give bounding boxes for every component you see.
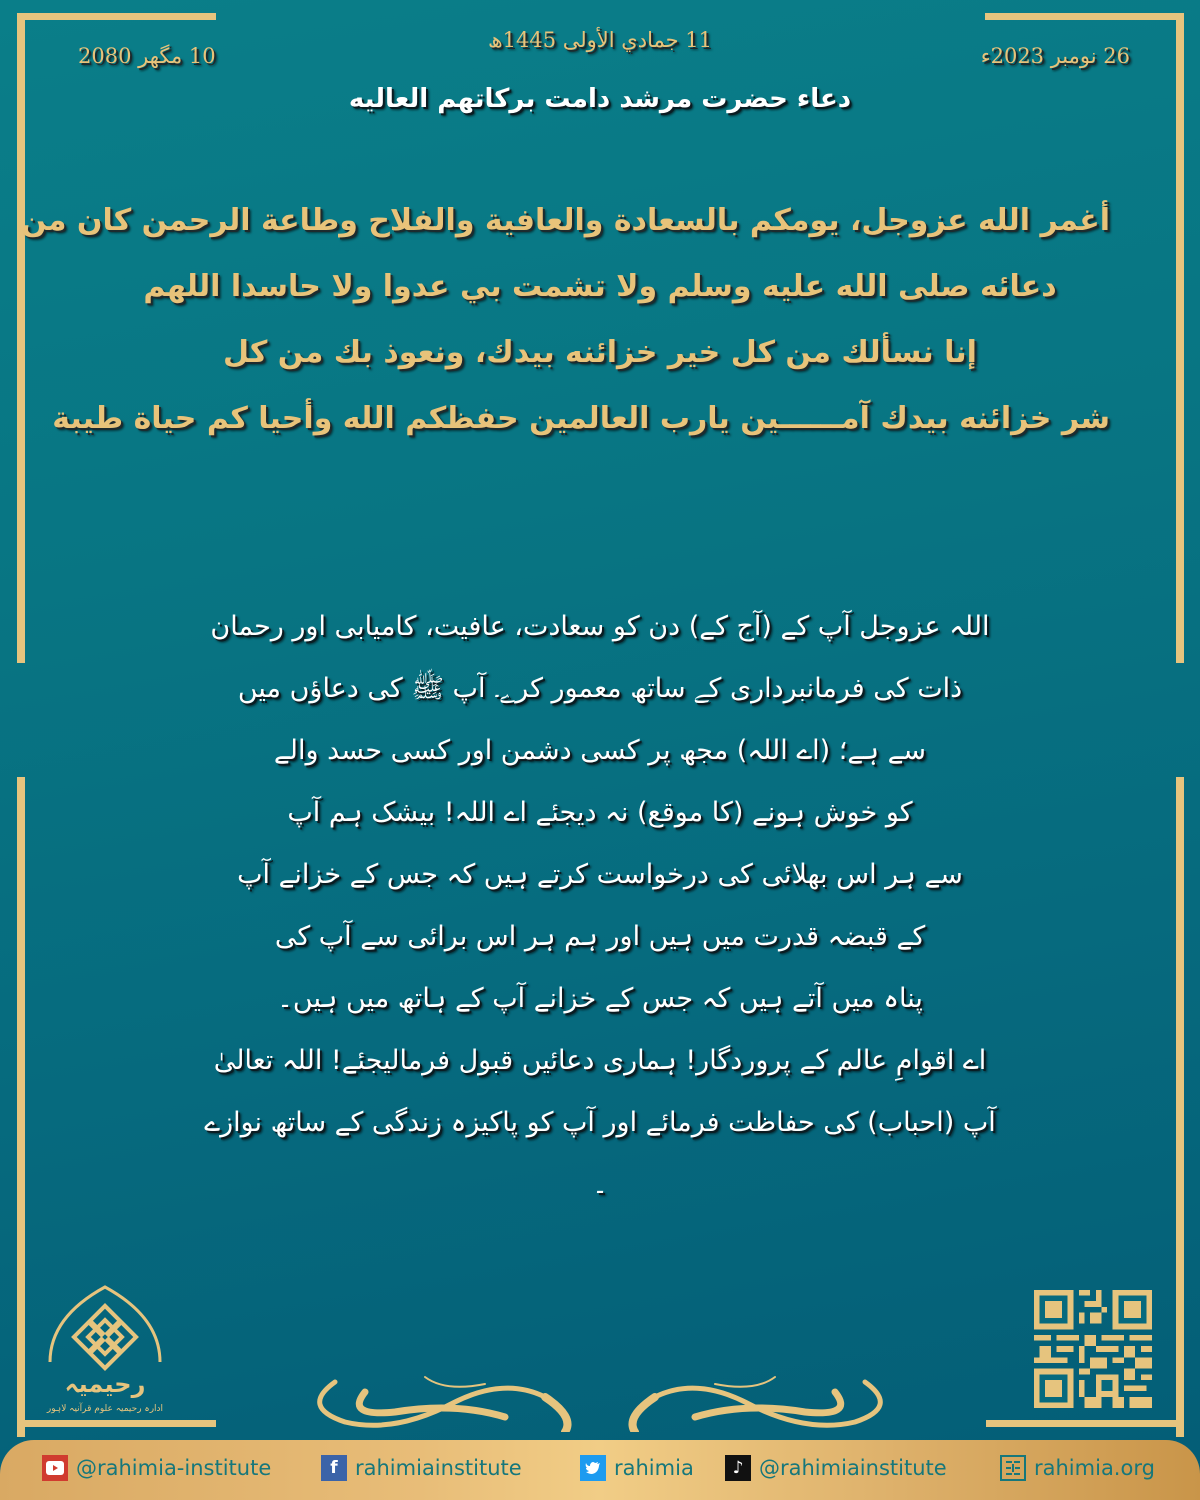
tiktok-handle: @rahimiainstitute xyxy=(759,1456,947,1480)
youtube-icon xyxy=(42,1455,68,1481)
urdu-line: سے ہے؛ (اے اللہ) مجھ پر کسی دشمن اور کسی حسد والے xyxy=(273,735,927,766)
urdu-line: کے قبضہ قدرت میں ہیں اور ہم ہر اس برائی سے آپ کی xyxy=(274,921,926,952)
urdu-line: سے ہر اس بھلائی کی درخواست کرتے ہیں کہ جس کے خزانے آپ xyxy=(237,859,963,890)
urdu-line: ذات کی فرمانبرداری کے ساتھ معمور کرے۔ آپ ﷺ کی دعاؤں میں xyxy=(237,673,963,704)
page-title: دعاء حضرت مرشد دامت برکاتهم العالیه xyxy=(348,84,852,114)
qr-code-icon[interactable] xyxy=(1034,1290,1152,1408)
social-link-tiktok[interactable] xyxy=(725,1455,947,1481)
facebook-icon: f xyxy=(321,1455,347,1481)
urdu-line: کو خوش ہونے (کا موقع) نہ دیجئے اے اللہ! بیشک ہم آپ xyxy=(287,797,913,828)
urdu-line: اے اقوامِ عالم کے پروردگار! ہماری دعائیں قبول فرمالیجئے! اللہ تعالیٰ xyxy=(213,1045,987,1076)
arabic-line: أغمر الله عزوجل، يومكم بالسعادة والعافية والفلاح وطاعة الرحمن كان من xyxy=(20,203,1110,238)
twitter-icon xyxy=(580,1455,606,1481)
frame-top-right-horizontal xyxy=(985,13,1184,20)
twitter-handle: rahimia xyxy=(614,1456,694,1480)
youtube-handle: @rahimia-institute xyxy=(76,1456,272,1480)
arabic-line: إنا نسألك من كل خير خزائنه بيدك، ونعوذ بك من كل xyxy=(223,335,977,370)
frame-right-lower-vertical xyxy=(1176,777,1184,1437)
date-gregorian: 26 نومبر 2023ء xyxy=(980,44,1130,68)
social-link-facebook[interactable] xyxy=(321,1455,522,1481)
arabic-dua-text xyxy=(20,188,1110,452)
logo-title: رحیمیہ xyxy=(64,1370,146,1398)
flourish-ornament-icon xyxy=(305,1372,895,1432)
arabic-line: دعائه صلى الله عليه وسلم ولا تشمت بي عدوا ولا حاسدا اللهم xyxy=(143,269,1057,304)
date-bikrami: 10 مگھر 2080 xyxy=(78,44,216,68)
facebook-handle: rahimiainstitute xyxy=(355,1456,522,1480)
logo-subtitle: ادارہ رحیمیہ علوم قرآنیہ لاہور xyxy=(46,1404,164,1414)
frame-top-left-horizontal xyxy=(17,13,216,20)
date-hijri: 11 جمادي الأولى 1445ھ xyxy=(487,28,713,52)
website-url: rahimia.org xyxy=(1034,1456,1155,1480)
frame-bottom-right-horizontal xyxy=(986,1420,1184,1427)
tiktok-icon: ♪ xyxy=(725,1455,751,1481)
urdu-translation-text xyxy=(150,596,1050,1216)
rahimia-logo xyxy=(40,1282,170,1432)
website-logo-icon xyxy=(1000,1455,1026,1481)
urdu-line: آپ (احباب) کی حفاظت فرمائے اور آپ کو پاکیزہ زندگی کے ساتھ نوازے xyxy=(204,1107,996,1138)
social-link-twitter[interactable] xyxy=(580,1455,694,1481)
urdu-line: اللہ عزوجل آپ کے (آج کے) دن کو سعادت، عافیت، کامیابی اور رحمان xyxy=(210,611,990,642)
social-link-website[interactable] xyxy=(1000,1455,1155,1481)
social-link-youtube[interactable] xyxy=(42,1455,271,1481)
frame-left-lower-vertical xyxy=(17,777,25,1437)
urdu-line: پناہ میں آتے ہیں کہ جس کے خزانے آپ کے ہاتھ میں ہیں۔ xyxy=(277,983,923,1014)
arabic-line: شر خزائنه بيدك آمــــــين يارب العالمين حفظكم الله وأحيا كم حياة طيبة xyxy=(52,401,1110,436)
urdu-line: ۔ xyxy=(592,1169,608,1200)
